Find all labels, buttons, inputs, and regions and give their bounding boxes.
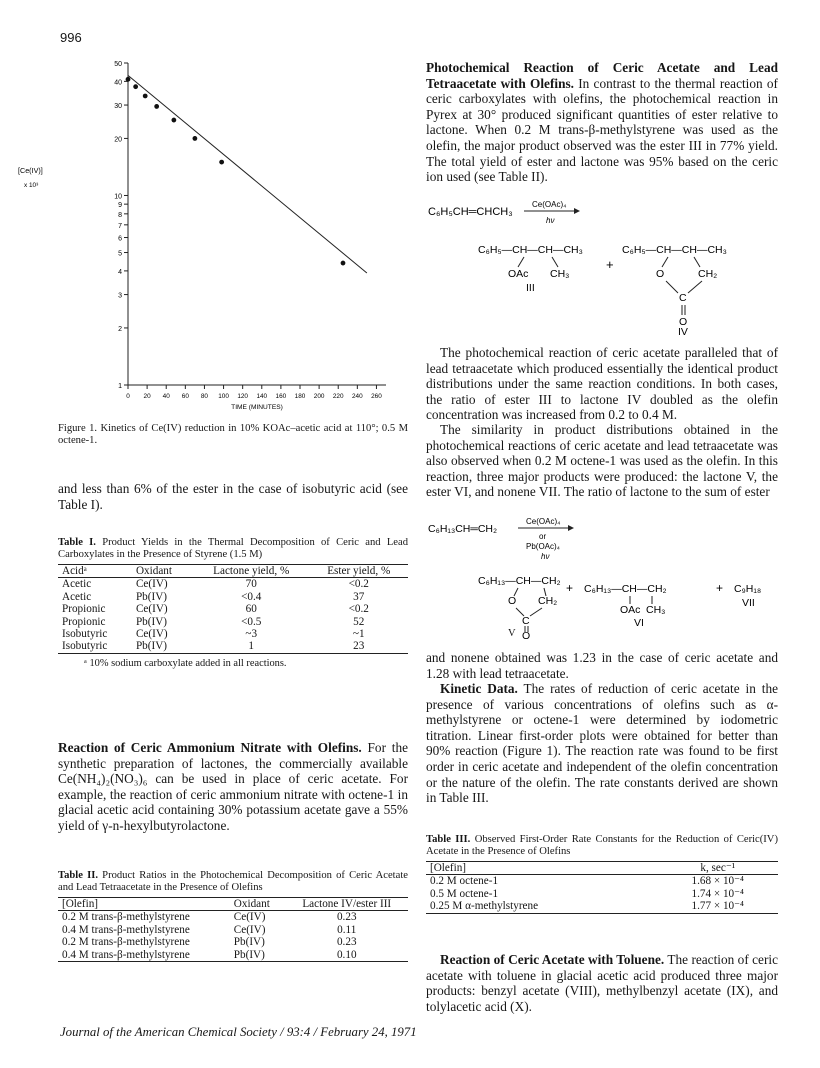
section-body: The reaction of ceric acetate with toluene in glacial acetic acid produced three major products: benzyl acetate (VIII), methylbenzyl acetate (IX), and tolylacetic acid (X).	[426, 952, 778, 1014]
y-tick-label: 6	[118, 235, 122, 243]
table-cell: Pb(IV)	[135, 590, 168, 603]
table-header-cell: Lactone yield, %	[193, 565, 310, 578]
x-tick-label: 140	[256, 393, 268, 400]
svg-text:C: C	[522, 615, 530, 627]
y-axis-title: [Ce(IV)]	[18, 166, 43, 175]
x-tick-label: 160	[275, 393, 287, 400]
scheme-or: or	[539, 532, 547, 541]
right-paragraph-3	[426, 422, 778, 500]
table-cell: 1	[193, 640, 310, 653]
fit-line	[128, 75, 367, 273]
svg-text:OAc: OAc	[620, 604, 641, 616]
table-header-cell: [Olefin]	[58, 898, 230, 911]
paragraph-text: and nonene obtained was 1.23 in the case of ceric acetate and 1.28 with lead tetraacetate.	[426, 650, 778, 681]
ceric-ammonium-section	[58, 740, 408, 834]
scheme-condition: hν	[546, 216, 555, 225]
scheme-reagent: Ce(OAc)₄	[532, 200, 567, 209]
table-label: Table II.	[58, 870, 98, 881]
table-cell: Ce(IV)	[233, 923, 266, 936]
x-tick-label: 0	[126, 393, 130, 400]
scheme-reactant: C₆H₅CH═CHCH₃	[428, 206, 513, 218]
table-header-cell: k, sec⁻¹	[657, 862, 778, 875]
table-3	[426, 834, 778, 914]
reaction-scheme-1	[426, 195, 786, 338]
table-1-footnote: ᵃ 10% sodium carboxylate added in all reactions.	[84, 657, 287, 669]
table-2-grid	[58, 897, 408, 962]
svg-text:+: +	[566, 581, 574, 595]
figure-1-chart	[18, 55, 410, 417]
page-number: 996	[60, 30, 82, 45]
figure-caption-label: Figure 1.	[58, 423, 98, 434]
y-tick-label: 20	[114, 136, 122, 144]
table-cell: 0.25 M α-methylstyrene	[426, 900, 657, 913]
table-cell: Pb(IV)	[135, 615, 168, 628]
svg-text:C₆H₅—CH—CH—CH₃: C₆H₅—CH—CH—CH₃	[478, 244, 583, 256]
data-point	[143, 94, 148, 99]
arrow-head	[574, 208, 580, 214]
y-tick-label: 40	[114, 79, 122, 87]
x-tick-label: 200	[313, 393, 325, 400]
y-tick-label: 2	[118, 325, 122, 333]
table-row	[58, 603, 408, 615]
table-cell: Pb(IV)	[132, 640, 193, 653]
table-cell: Ce(IV)	[135, 578, 168, 591]
structure-VI	[584, 583, 667, 616]
table-header-cell: Oxidant	[132, 565, 193, 578]
table-1-title	[58, 537, 408, 561]
table-cell: 0.2 M trans-β-methylstyrene	[62, 911, 190, 924]
svg-text:C₆H₁₃—CH—CH₂: C₆H₁₃—CH—CH₂	[584, 583, 667, 595]
svg-text:CH₃: CH₃	[550, 268, 570, 280]
table-cell: ~1	[352, 628, 365, 641]
right-paragraph-2	[426, 345, 778, 423]
y-tick-label: 8	[118, 211, 122, 219]
table-cell: 0.23	[336, 936, 357, 949]
table-cell: <0.4	[241, 590, 262, 603]
table-row	[426, 900, 778, 913]
x-tick-label: 260	[371, 393, 382, 400]
table-cell: Pb(IV)	[230, 949, 286, 962]
scheme-reagent-1: Ce(OAc)₄	[526, 517, 561, 526]
table-header-cell: Lactone IV/ester III	[286, 898, 409, 911]
table-title: Observed First-Order Rate Constants for the Reduction of Ceric(IV) Acetate in the Presence of Olefins	[426, 834, 778, 857]
label-VII: VII	[742, 597, 755, 609]
structure-V	[478, 575, 561, 642]
table-cell: Propionic	[62, 615, 106, 628]
table-row	[58, 578, 408, 591]
paragraph-text: The photochemical reaction of ceric acetate paralleled that of lead tetraacetate which produced essentially the identical product distributions under the same reaction conditions. In both cases, the ratio of ester III to lactone IV doubled as the olefin concentration was increased from 0.2 to 0.4 M.	[426, 345, 778, 423]
table-cell: <0.5	[241, 615, 262, 628]
data-point	[133, 84, 138, 89]
table-cell: 23	[309, 640, 408, 653]
section-heading: Reaction of Ceric Ammonium Nitrate with Olefins.	[58, 740, 362, 755]
section-body: For the synthetic preparation of lactones, the commercially available Ce(NH₄)₂(NO₃)₆ can be used in place of ceric acetate. For example, the reaction of ceric ammonium nitrate with octene-1 in glacial acetic acid containing 30% potassium acetate gave a 55% yield of γ-n-hexylbutyrolactone.	[58, 740, 409, 833]
table-cell: 52	[353, 615, 365, 628]
kinetic-data-section	[426, 681, 778, 806]
section-body: The rates of reduction of ceric acetate in the presence of various concentrations of olefins such as α-methylstyrene or octene-1 were determined by iodometric titration. Linear first-order plots were obtained for better than 90% reaction (Figure 1). The reaction rate was found to be first order in ceric acetate and independent of the olefin concentration or the nature of the olefin. The rate constants derived are shown in Table III.	[426, 681, 778, 806]
table-row	[426, 875, 778, 888]
table-cell: 37	[353, 590, 365, 603]
table-cell: 1.77 × 10⁻⁴	[657, 900, 778, 913]
table-header-cell: Ester yield, %	[309, 565, 408, 578]
data-point	[154, 104, 159, 109]
structure-III	[478, 244, 583, 294]
figure-1-caption	[58, 423, 408, 447]
table-header-cell: Oxidant	[230, 898, 286, 911]
label-IV: IV	[678, 326, 688, 338]
photochemical-section	[426, 60, 778, 185]
table-cell: 0.23	[336, 911, 357, 924]
table-row	[58, 616, 408, 628]
table-header-cell: Acidᵃ	[58, 565, 132, 578]
table-3-title	[426, 834, 778, 858]
y-tick-label: 7	[118, 222, 122, 230]
table-cell: 0.11	[337, 923, 357, 936]
table-cell: 1.74 × 10⁻⁴	[691, 887, 744, 900]
x-tick-label: 80	[200, 393, 208, 400]
reaction-scheme-2	[426, 512, 786, 642]
table-cell: 0.2 M trans-β-methylstyrene	[62, 936, 190, 949]
toluene-section	[426, 952, 778, 1014]
svg-text:CH₃: CH₃	[646, 604, 666, 616]
table-cell: Pb(IV)	[233, 936, 265, 949]
table-cell: Propionic	[62, 603, 106, 616]
data-point	[219, 160, 224, 165]
table-1-grid	[58, 564, 408, 654]
x-tick-label: 40	[162, 393, 170, 400]
x-tick-label: 20	[143, 393, 151, 400]
x-tick-label: 100	[218, 393, 229, 400]
svg-text:OAc: OAc	[508, 268, 529, 280]
table-cell: Isobutyric	[62, 628, 108, 641]
y-tick-label: 10	[114, 193, 122, 201]
data-point	[341, 261, 346, 266]
paragraph-text: and less than 6% of the ester in the case of isobutyric acid (see Table I).	[58, 481, 408, 512]
x-tick-label: 180	[294, 393, 306, 400]
table-row	[58, 936, 408, 948]
section-body: In contrast to the thermal reaction of ceric carboxylates with olefins, the photochemical reaction in Pyrex at 30° produced significant quantities of ester relative to lactone. When 0.2 M trans-β-methylstyrene was used as the olefin, the major product observed was the ester III in 77% yield. The total yield of ester and lactone was 95% based on the ceric ion used (see Table II).	[426, 75, 778, 185]
scheme-reagent-2: Pb(OAc)₄	[526, 542, 560, 551]
svg-text:CH₂: CH₂	[538, 595, 558, 607]
table-title: Product Yields in the Thermal Decomposition of Ceric and Lead Carboxylates in the Presence of Styrene (1.5 M)	[58, 537, 408, 560]
table-cell: Ce(IV)	[233, 911, 266, 924]
table-cell: 0.2 M octene-1	[430, 875, 499, 888]
table-cell: Ce(IV)	[135, 628, 168, 641]
plus-sign: +	[606, 257, 614, 272]
svg-text:O: O	[656, 268, 665, 280]
table-row	[58, 628, 408, 640]
svg-text:C₆H₁₃—CH—CH₂: C₆H₁₃—CH—CH₂	[478, 575, 561, 587]
section-heading: Kinetic Data.	[440, 681, 518, 696]
data-point	[192, 136, 197, 141]
table-cell: Ce(IV)	[135, 603, 168, 616]
table-cell: 70	[245, 578, 257, 591]
table-cell: Isobutyric	[58, 640, 132, 653]
x-tick-label: 120	[237, 393, 249, 400]
table-cell: 0.5 M octene-1	[430, 887, 499, 900]
table-cell: Acetic	[62, 578, 92, 591]
table-2-title	[58, 870, 408, 894]
table-2	[58, 870, 408, 962]
svg-text:C₆H₅—CH—CH—CH₃: C₆H₅—CH—CH—CH₃	[622, 244, 727, 256]
table-cell: 0.4 M trans-β-methylstyrene	[62, 923, 190, 936]
label-V: V	[508, 628, 516, 639]
svg-text:C: C	[679, 292, 687, 304]
svg-text:O: O	[508, 595, 517, 607]
structure-VII: C₉H₁₈	[734, 583, 762, 595]
table-3-grid	[426, 861, 778, 914]
data-point	[126, 77, 131, 82]
x-tick-label: 60	[181, 393, 189, 400]
label-VI: VI	[634, 617, 644, 629]
table-header-cell: [Olefin]	[426, 862, 657, 875]
y-tick-label: 50	[114, 61, 122, 68]
y-tick-label: 30	[114, 103, 122, 111]
x-axis-title: TIME (MINUTES)	[231, 404, 283, 411]
left-paragraph-1	[58, 481, 408, 512]
table-cell: <0.2	[348, 578, 369, 591]
figure-caption-text: Kinetics of Ce(IV) reduction in 10% KOAc–acetic acid at 110°; 0.5 M octene-1.	[58, 423, 408, 446]
table-cell: ~3	[245, 628, 258, 641]
svg-text:O: O	[679, 316, 688, 328]
table-cell: 1.68 × 10⁻⁴	[691, 875, 744, 888]
svg-text:O: O	[522, 630, 531, 642]
label-III: III	[526, 282, 535, 294]
svg-text:+: +	[716, 581, 724, 595]
table-row	[58, 949, 408, 962]
x-tick-label: 240	[351, 393, 363, 400]
table-cell: 60	[245, 603, 257, 616]
right-paragraph-4	[426, 650, 778, 681]
scheme-reactant: C₆H₁₃CH═CH₂	[428, 523, 498, 535]
scheme-condition: hν	[541, 552, 550, 561]
table-cell: 0.10	[286, 949, 409, 962]
structure-IV	[622, 244, 727, 328]
data-point	[171, 118, 176, 123]
table-row	[58, 591, 408, 603]
table-row	[426, 888, 778, 900]
table-row	[58, 640, 408, 653]
svg-text:CH₂: CH₂	[698, 268, 718, 280]
arrow-head	[568, 525, 574, 531]
paragraph-text: The similarity in product distributions obtained in the photochemical reactions of ceric acetate and lead tetraacetate was also observed when 0.2 M octene-1 was used as the olefin. In this reaction, three major products were produced: the lactone V, the ester VI, and nonene VII. The ratio of lactone to the sum of ester	[426, 422, 778, 500]
table-title: Product Ratios in the Photochemical Decomposition of Ceric Acetate and Lead Tetraacetate in the Presence of Olefins	[58, 870, 408, 893]
journal-footer: Journal of the American Chemical Society / 93:4 / February 24, 1971	[60, 1025, 417, 1039]
y-tick-label: 5	[118, 250, 122, 258]
table-row	[58, 911, 408, 924]
table-row	[58, 924, 408, 936]
table-cell: Acetic	[62, 590, 92, 603]
section-heading: Reaction of Ceric Acetate with Toluene.	[440, 952, 665, 967]
y-tick-label: 9	[118, 202, 122, 210]
section-heading: Photochemical Reaction of Ceric Acetate and Lead Tetraacetate with Olefins.	[426, 60, 778, 91]
table-label: Table III.	[426, 834, 471, 845]
table-label: Table I.	[58, 537, 96, 548]
y-tick-label: 1	[118, 383, 122, 390]
y-tick-label: 4	[118, 268, 122, 276]
table-1	[58, 537, 408, 670]
table-cell: 0.4 M trans-β-methylstyrene	[58, 949, 230, 962]
table-cell: <0.2	[348, 603, 369, 616]
x-tick-label: 220	[332, 393, 344, 400]
y-tick-label: 3	[118, 292, 122, 300]
y-axis-title-exponent: x 10³	[24, 182, 39, 189]
